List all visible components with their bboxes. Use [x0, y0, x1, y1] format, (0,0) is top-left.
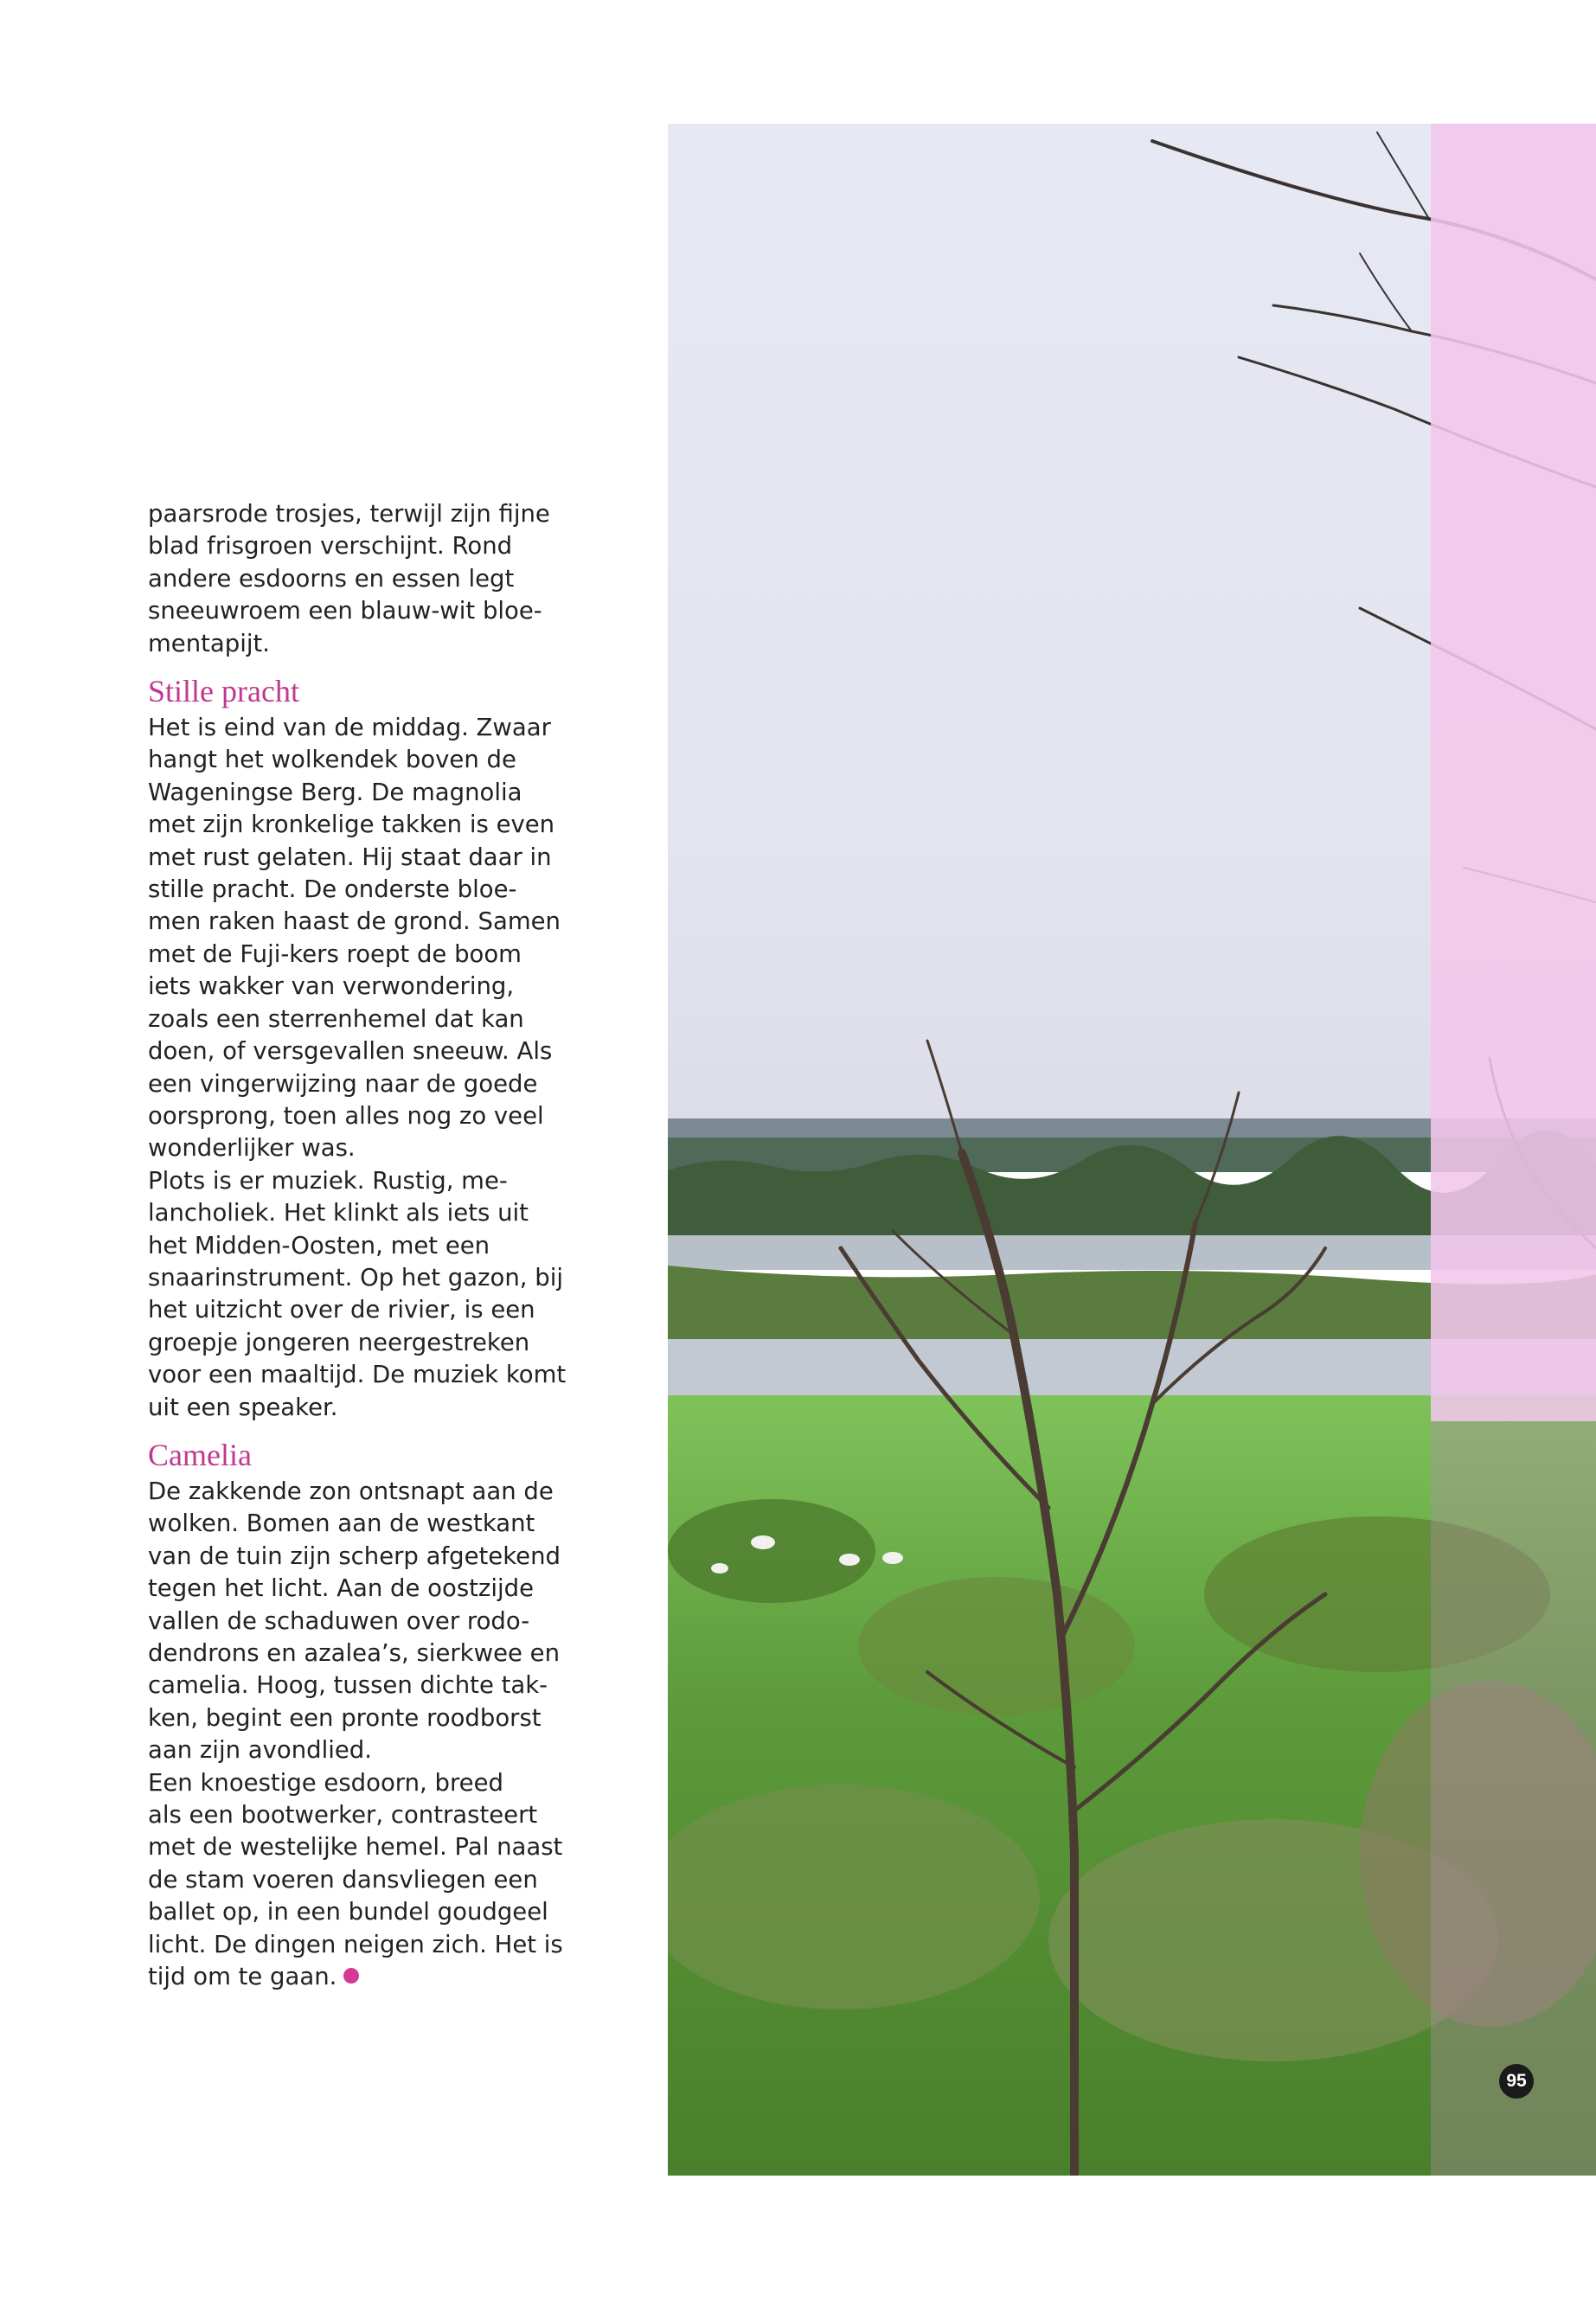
body-text: voor een maaltijd. De muziek komt — [148, 1361, 567, 1389]
body-text-line — [148, 809, 580, 841]
body-text: zoals een sterrenhemel dat kan — [148, 1004, 524, 1033]
body-text: met rust gelaten. Hij staat daar in — [148, 843, 552, 871]
body-text: een vingerwijzing naar de goede — [148, 1069, 538, 1098]
body-text-line — [148, 1767, 580, 1799]
body-text: blad frisgroen verschijnt. Rond — [148, 532, 513, 561]
body-text: met de westelijke hemel. Pal naast — [148, 1833, 563, 1862]
body-text: het uitzicht over de rivier, is een — [148, 1296, 535, 1324]
body-text-line — [148, 1573, 580, 1605]
body-text-line — [148, 1476, 580, 1508]
body-text-line — [148, 1197, 580, 1229]
body-text-line — [148, 1702, 580, 1734]
body-text-line — [148, 498, 580, 530]
body-text: als een bootwerker, contrasteert — [148, 1801, 538, 1830]
body-text: paarsrode trosjes, terwijl zijn fijne — [148, 500, 550, 528]
body-text-line — [148, 971, 580, 1003]
body-text-line — [148, 1929, 580, 1961]
body-text-line — [148, 1132, 580, 1164]
body-text-line — [148, 563, 580, 595]
body-text: mentapijt. — [148, 629, 271, 657]
section-heading: Camelia — [148, 1437, 252, 1472]
body-text: ken, begint een pronte roodborst — [148, 1703, 542, 1732]
landscape-photo — [668, 124, 1596, 2176]
body-text: dendrons en azalea’s, sierkwee en — [148, 1639, 561, 1667]
body-text: oorsprong, toen alles nog zo veel — [148, 1101, 544, 1130]
body-text: wolken. Bomen aan de westkant — [148, 1509, 535, 1538]
body-text: tijd om te gaan. — [148, 1963, 337, 1991]
body-text: Plots is er muziek. Rustig, me- — [148, 1166, 508, 1195]
body-text: hangt het wolkendek boven de — [148, 746, 516, 774]
body-text: Het is eind van de middag. Zwaar — [148, 714, 551, 742]
body-text: doen, of versgevallen sneeuw. Als — [148, 1037, 553, 1066]
body-text-line — [148, 1262, 580, 1294]
body-text: het Midden-Oosten, met een — [148, 1231, 490, 1259]
body-text-line — [148, 595, 580, 627]
body-text: sneeuwroem een blauw-wit bloe- — [148, 597, 542, 625]
body-text-line — [148, 777, 580, 809]
body-text: De zakkende zon ontsnapt aan de — [148, 1477, 554, 1505]
body-text-line — [148, 1799, 580, 1831]
body-text-line — [148, 874, 580, 906]
body-text-line — [148, 1670, 580, 1702]
body-text-line — [148, 744, 580, 776]
body-text: lancholiek. Het klinkt als iets uit — [148, 1199, 529, 1227]
body-text-line — [148, 1068, 580, 1100]
body-text: snaarinstrument. Op het gazon, bij — [148, 1263, 564, 1292]
body-text-line — [148, 712, 580, 744]
body-text-line — [148, 1392, 580, 1424]
body-text-line — [148, 906, 580, 938]
body-text: met de Fuji-kers roept de boom — [148, 939, 522, 968]
body-text-line — [148, 530, 580, 562]
body-text: Een knoestige esdoorn, breed — [148, 1768, 503, 1797]
body-text-line — [148, 1035, 580, 1067]
body-text: iets wakker van verwondering, — [148, 972, 515, 1001]
body-text-line — [148, 628, 580, 660]
body-text-line — [148, 1508, 580, 1540]
article-text-column — [148, 498, 580, 1993]
body-text: tegen het licht. Aan de oostzijde — [148, 1574, 535, 1603]
body-text-line — [148, 1734, 580, 1766]
body-text-line — [148, 1359, 580, 1391]
body-text-line — [148, 1606, 580, 1638]
body-text: groepje jongeren neergestreken — [148, 1328, 530, 1356]
body-text: andere esdoorns en essen legt — [148, 564, 515, 593]
body-text: ballet op, in een bundel goudgeel — [148, 1898, 548, 1926]
body-text-line — [148, 1541, 580, 1573]
body-text: met zijn kronkelige takken is even — [148, 811, 555, 839]
body-text-line — [148, 1638, 580, 1670]
body-text-line — [148, 1003, 580, 1035]
body-text-line — [148, 1896, 580, 1928]
body-text-line — [148, 1230, 580, 1262]
body-text: de stam voeren dansvliegen een — [148, 1865, 538, 1894]
body-text: licht. De dingen neigen zich. Het is — [148, 1930, 563, 1958]
body-text: vallen de schaduwen over rodo- — [148, 1606, 530, 1635]
body-text-line — [148, 1100, 580, 1132]
body-text: wonderlijker was. — [148, 1134, 356, 1163]
body-text: stille pracht. De onderste bloe- — [148, 875, 517, 904]
body-text: Wageningse Berg. De magnolia — [148, 778, 522, 806]
page-number: 95 — [1499, 2064, 1534, 2099]
end-bullet-icon — [343, 1968, 359, 1984]
body-text: uit een speaker. — [148, 1393, 338, 1421]
body-text-line — [148, 1165, 580, 1197]
body-text: aan zijn avondlied. — [148, 1736, 372, 1765]
body-text-line — [148, 1294, 580, 1326]
body-text-line — [148, 1864, 580, 1896]
body-text-line — [148, 1831, 580, 1863]
body-text-line — [148, 1961, 580, 1993]
body-text: men raken haast de grond. Samen — [148, 907, 561, 936]
body-text: van de tuin zijn scherp afgetekend — [148, 1541, 561, 1570]
section-heading: Stille pracht — [148, 674, 299, 709]
landscape-photo-illustration — [668, 124, 1596, 2176]
body-text-line — [148, 1327, 580, 1359]
body-text: camelia. Hoog, tussen dichte tak- — [148, 1671, 548, 1700]
body-text-line — [148, 842, 580, 874]
body-text-line — [148, 939, 580, 971]
